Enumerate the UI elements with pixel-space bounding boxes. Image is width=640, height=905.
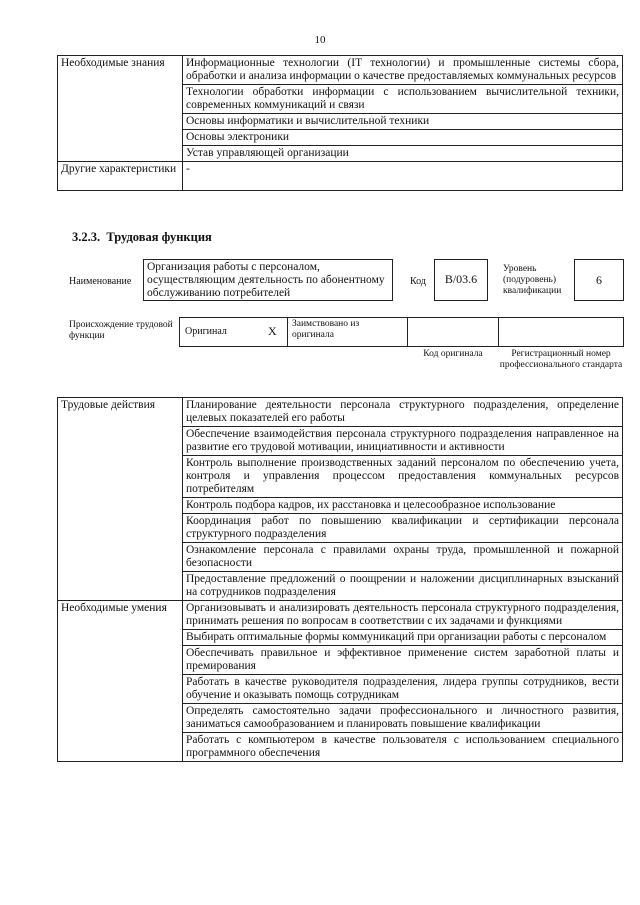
- table-row: [58, 398, 623, 427]
- skill-item: Обеспечивать правильное и эффективное применение систем заработной платы и премирования: [183, 646, 623, 675]
- section-number: 3.2.3.: [72, 230, 101, 244]
- skill-item: Работать с компьютером в качестве пользователя с использованием специального программного обеспечения: [183, 733, 623, 762]
- original-label: Оригинал: [185, 326, 227, 337]
- qualification-level: 6: [574, 259, 624, 301]
- action-item: Предоставление предложений о поощрении и наложении дисциплинарных взысканий на сотрудников подразделения: [183, 572, 623, 601]
- origin-original-cell: [180, 318, 288, 346]
- borrowed-label: Заимствовано из оригинала: [292, 319, 360, 340]
- knowledge-item: Основы электроники: [183, 130, 623, 146]
- skill-item: Выбирать оптимальные формы коммуникаций при организации работы с персоналом: [183, 630, 623, 646]
- original-mark: X: [268, 324, 277, 338]
- code-caption: Код оригинала: [423, 349, 483, 359]
- action-item: Планирование деятельности персонала структурного подразделения, определение целевых показателей его работы: [183, 398, 623, 427]
- action-item: Контроль подбора кадров, их расстановка и целесообразное использование: [183, 498, 623, 514]
- skill-item: Определять самостоятельно задачи профессионального и личностного развития, заниматься самообразованием и планировать повышение квалификации: [183, 704, 623, 733]
- origin-label: Происхождение трудовой функции: [69, 320, 173, 341]
- knowledge-item: Устав управляющей организации: [183, 146, 623, 162]
- knowledge-item: Информационные технологии (IT технологии) и промышленные системы сбора, обработки и анализа информации о качестве предоставляемых коммунальных ресурсов: [183, 56, 623, 85]
- action-item: Контроль выполнение производственных заданий персоналом по обеспечению учета, контроля и управления процессом предоставления коммунальных ресурсов потребителям: [183, 456, 623, 498]
- other-value: -: [183, 162, 623, 191]
- function-code: B/03.6: [434, 259, 488, 301]
- knowledge-item: Технологии обработки информации с использованием вычислительной техники, современных коммуникаций и связи: [183, 85, 623, 114]
- knowledge-table: [57, 55, 623, 191]
- level-label: Уровень (подуровень) квалификации: [503, 264, 562, 296]
- code-label: Код: [410, 276, 426, 287]
- knowledge-label: Необходимые знания: [58, 56, 183, 162]
- section-title: Трудовая функция: [106, 230, 212, 244]
- origin-box: [179, 317, 624, 347]
- action-item: Координация работ по повышению квалификации и сертификации персонала структурного подразделения: [183, 514, 623, 543]
- skill-item: Организовывать и анализировать деятельность персонала структурного подразделения, принимать решения по вопросам в соответствии с их задачами и функциями: [183, 601, 623, 630]
- reg-caption: Регистрационный номер профессионального стандарта: [499, 349, 623, 370]
- other-label: Другие характеристики: [58, 162, 183, 191]
- action-item: Ознакомление персонала с правилами охраны труда, промышленной и пожарной безопасности: [183, 543, 623, 572]
- actions-skills-table: [57, 397, 623, 762]
- table-row: [58, 162, 623, 191]
- actions-label: Трудовые действия: [58, 398, 183, 601]
- knowledge-item: Основы информатики и вычислительной техники: [183, 114, 623, 130]
- table-row: [58, 601, 623, 630]
- table-row: [58, 56, 623, 85]
- skills-label: Необходимые умения: [58, 601, 183, 762]
- name-label: Наименование: [69, 276, 132, 287]
- action-item: Обеспечение взаимодействия персонала структурного подразделения направленное на развитие его трудовой мотивации, инициативности и активности: [183, 427, 623, 456]
- skill-item: Работать в качестве руководителя подразделения, лидера группы сотрудников, вести обучение и оказывать помощь сотрудникам: [183, 675, 623, 704]
- original-code-cell: [407, 318, 499, 346]
- section-heading: [72, 230, 212, 245]
- function-name: Организация работы с персоналом, осуществляющим деятельность по абонентному обслуживанию потребителей: [143, 259, 393, 301]
- page-number: 10: [314, 34, 326, 46]
